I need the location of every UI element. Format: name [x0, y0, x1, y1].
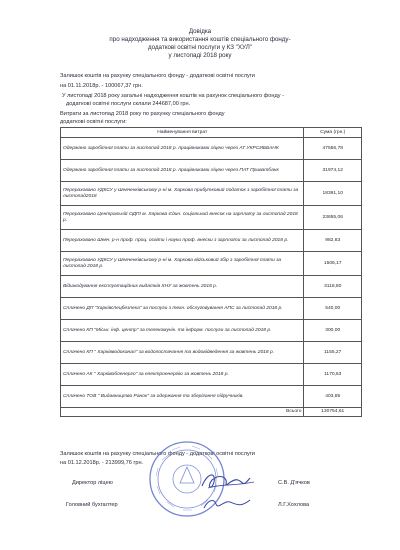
- balance-start-line1: Залишок коштів на рахунку спеціального фонду - додаткові освітні послуги: [60, 73, 255, 79]
- expenses-intro-line2: додаткові освітні послуги:: [60, 119, 127, 125]
- doc-title: Довідка: [188, 28, 212, 35]
- accountant-label: Головний бухгалтер: [66, 502, 118, 508]
- table-row: [61, 252, 362, 276]
- table-row: [61, 182, 362, 206]
- row-name: Сплачено ТОВ " Видавництво Ранок" за одержання та зберігання підручників.: [61, 386, 304, 408]
- row-sum: 3118,80: [304, 276, 362, 298]
- table-header-row: [61, 128, 362, 138]
- row-sum: 47556,78: [304, 138, 362, 160]
- table-row: [61, 276, 362, 298]
- table-row: [61, 298, 362, 320]
- row-name: Сплачено КП "Міськ. інф. центр" за телекомунік. та інформ. послуги за листопад 2018 р.: [61, 320, 304, 342]
- row-name: Сплачено АК " Харківобленерго" за електроенергію за жовтень 2018 р.: [61, 364, 304, 386]
- accountant-name: Л.Г.Хохлова: [278, 502, 310, 508]
- row-sum: 403,85: [304, 386, 362, 408]
- balance-end-line1: Залишок коштів на рахунку спеціального фонду - додаткові освітні послуги: [60, 451, 255, 457]
- row-name: Перераховано УДКСУ у Шевченківському р-ні м. Харкова військовий збір з заробітної плати за листопад 2018 р.: [61, 252, 304, 276]
- accountant-signature-icon: [200, 494, 256, 514]
- director-name: С.В. Д'ячков: [278, 480, 310, 486]
- col-header-name: Найменування витрат: [61, 128, 304, 138]
- row-sum: 1155,27: [304, 342, 362, 364]
- row-name: Перераховано Центральній ОДПІ м. Харкова Єдин. соціальний внесок на зарплату за листопад 2018 р.: [61, 206, 304, 230]
- row-sum: 18391,10: [304, 182, 362, 206]
- row-sum: 1170,63: [304, 364, 362, 386]
- row-sum: 300,00: [304, 320, 362, 342]
- col-header-sum: Сума (грн.): [304, 128, 362, 138]
- balance-end-line2: на 01.12.2018р. - 213999,76 грн.: [60, 460, 144, 466]
- table-total-row: [61, 408, 362, 417]
- row-name: Сплачено КП " Харківводоканал" за водопостачання та водовідведення за жовтень 2018 р.: [61, 342, 304, 364]
- table-row: [61, 138, 362, 160]
- row-name: Одержано заробітної плати за листопад 2018 р. працівниками ліцею через ПАТ Приватбанк: [61, 160, 304, 182]
- expenses-intro-line1: Витрати за листопад 2018 року по рахунку спеціального фонду: [60, 111, 225, 117]
- income-line1: У листопаді 2018 року загальні надходження коштів на рахунок спеціального фонду -: [62, 93, 284, 99]
- table-row: [61, 230, 362, 252]
- expenses-table: [60, 127, 362, 417]
- row-sum: 540,00: [304, 298, 362, 320]
- director-label: Директор ліцею: [72, 480, 113, 486]
- row-name: Сплачено ДП "Харківспецбезпека" за послуги з техн. обслуговування АПС за листопад 2018 р.: [61, 298, 304, 320]
- row-name: Перераховано Шевч. р-н проф. проц. освіти і науки проф. внески з зарплати за листопад 2018 р.: [61, 230, 304, 252]
- balance-start-line2: на 01.11.2018р. - 100067,37 грн.: [60, 83, 143, 89]
- row-name: Відшкодування експлуатаційних видатків ХНУ за жовтень 2018 р.: [61, 276, 304, 298]
- table-row: [61, 364, 362, 386]
- total-label: Всього: [61, 408, 304, 417]
- table-row: [61, 320, 362, 342]
- row-sum: 31974,12: [304, 160, 362, 182]
- row-sum: 982,83: [304, 230, 362, 252]
- doc-subtitle-line2: додаткові освітні послуги у КЗ "ХУЛ": [148, 44, 252, 51]
- table-row: [61, 160, 362, 182]
- doc-subtitle-line1: про надходження та використання коштів спеціального фонду-: [109, 36, 291, 43]
- row-name: Одержано заробітної плати за листопад 2018 р. працівниками ліцею через АТ УКРСИББАНК: [61, 138, 304, 160]
- total-sum: 130754,61: [304, 408, 362, 417]
- row-name: Перераховано УДКСУ у Шевченківському р-ні м. Харкова прибутковий податок з заробітної плати за листопад2018: [61, 182, 304, 206]
- table-row: [61, 386, 362, 408]
- row-sum: 23655,06: [304, 206, 362, 230]
- income-line2: додаткові освітні послуги склали 244687,00 грн.: [66, 101, 191, 107]
- table-row: [61, 206, 362, 230]
- director-signature-icon: [198, 468, 258, 494]
- doc-subtitle-line3: у листопаді 2018 року: [168, 52, 232, 59]
- row-sum: 1506,17: [304, 252, 362, 276]
- table-row: [61, 342, 362, 364]
